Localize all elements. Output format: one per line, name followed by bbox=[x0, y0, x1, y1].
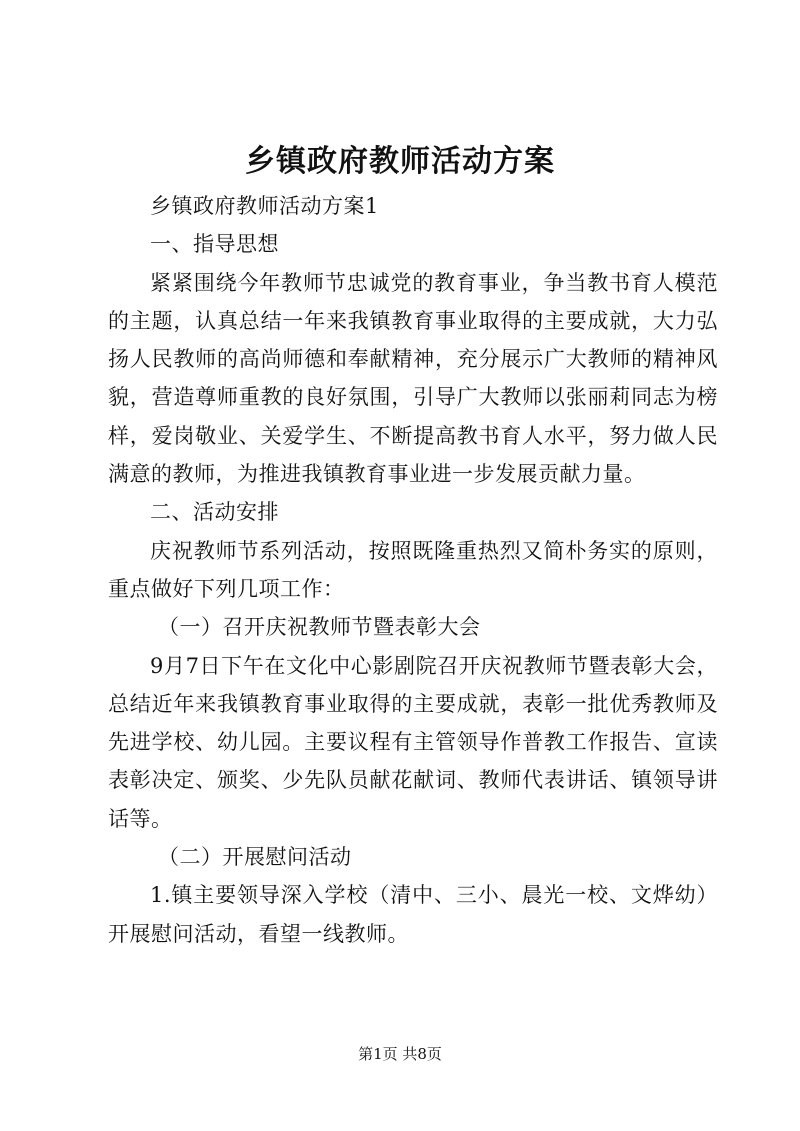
paragraph-activity-overview: 庆祝教师节系列活动，按照既隆重热烈又简朴务实的原则，重点做好下列几项工作： bbox=[108, 538, 718, 601]
page-number-footer: 第1页 共8页 bbox=[358, 1045, 442, 1063]
paragraph-celebration-conference: 9月7日下午在文化中心影剧院召开庆祝教师节暨表彰大会，总结近年来我镇教育事业取得的主要成就，表彰一批优秀教师及先进学校、幼儿园。主要议程有主管领导作普教工作报告、宣读表彰决定、颁奖、少先队员献花献词、教师代表讲话、镇领导讲话等。 bbox=[108, 653, 718, 831]
document-title: 乡镇政府教师活动方案 bbox=[245, 144, 555, 179]
section-heading-guiding-ideology: 一、指导思想 bbox=[150, 232, 279, 257]
paragraph-guiding-ideology: 紧紧围绕今年教师节忠诚党的教育事业，争当教书育人模范的主题，认真总结一年来我镇教育事业取得的主要成就，大力弘扬人民教师的高尚师德和奉献精神，充分展示广大教师的精神风貌，营造尊师重教的良好氛围，引导广大教师以张丽莉同志为榜样，爱岗敬业、关爱学生、不断提高教书育人水平，努力做人民满意的教师，为推进我镇教育事业进一步发展贡献力量。 bbox=[108, 270, 718, 487]
subheading-condolence-activities: （二）开展慰问活动 bbox=[158, 845, 352, 870]
section-heading-activity-arrangement: 二、活动安排 bbox=[150, 500, 279, 525]
document-body bbox=[108, 187, 718, 953]
plan-subtitle: 乡镇政府教师活动方案1 bbox=[150, 194, 379, 218]
subheading-celebration-conference: （一）召开庆祝教师节暨表彰大会 bbox=[158, 615, 481, 640]
paragraph-condolence-item-1: 1.镇主要领导深入学校（清中、三小、晨光一校、文烨幼）开展慰问活动，看望一线教师。 bbox=[108, 883, 718, 946]
